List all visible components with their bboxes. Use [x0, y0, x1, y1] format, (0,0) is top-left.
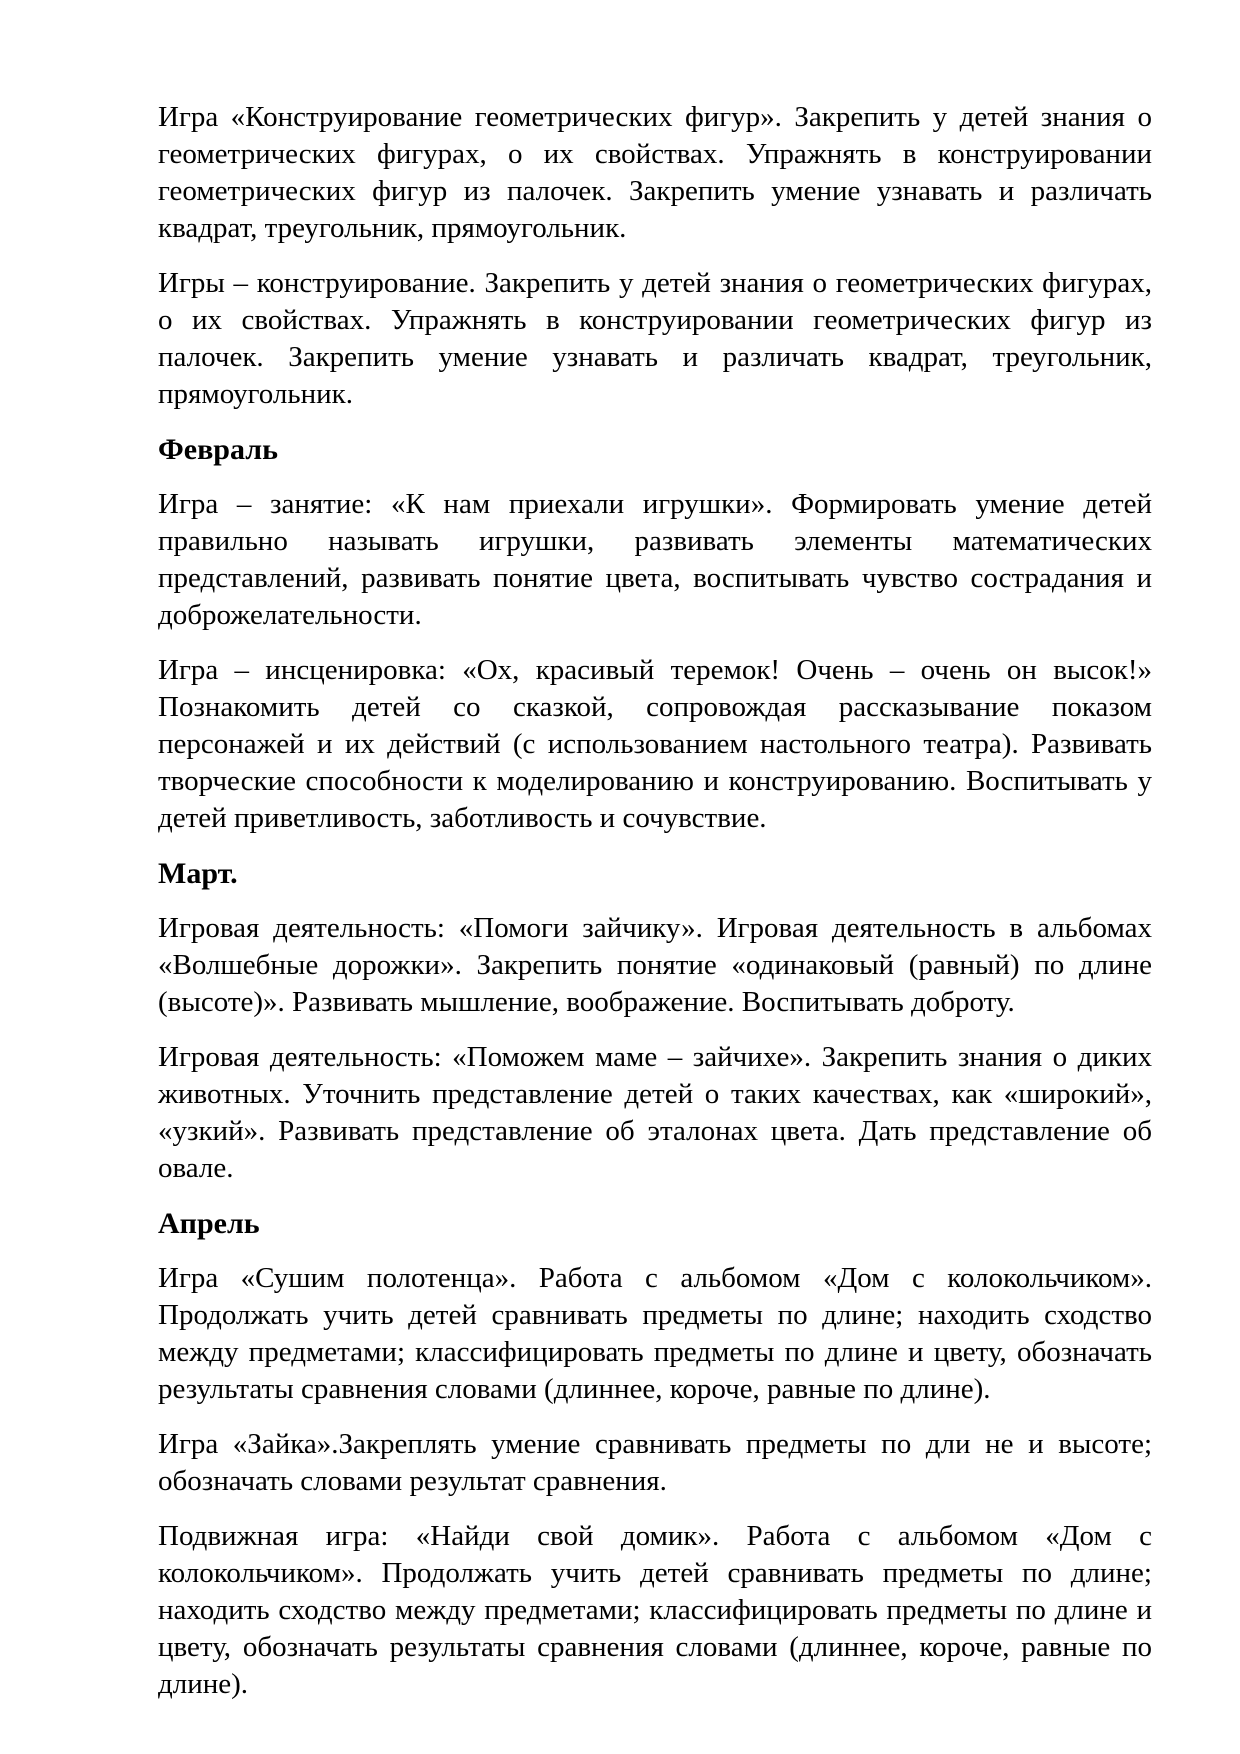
- paragraph-play-activity-help-mother-hare: Игровая деятельность: «Поможем маме – зайчихе». Закрепить знания о диких животных. Уточнить представление детей о таких качествах, как «широкий», «узкий». Развивать представление об эталонах цвета. Дать представление об овале.: [158, 1041, 1152, 1184]
- heading-march: Март.: [158, 857, 238, 890]
- paragraph-game-dramatization-teremok: Игра – инсценировка: «Ох, красивый теремок! Очень – очень он высок!» Познакомить детей со сказкой, сопровождая рассказывание показом персонажей и их действий (с использованием настольного театра). Развивать творческие способности к моделированию и конструированию. Воспитывать у детей приветливость, заботливость и сочувствие.: [158, 654, 1152, 834]
- paragraph-games-constructing: Игры – конструирование. Закрепить у детей знания о геометрических фигурах, о их свойствах. Упражнять в конструировании геометрических фигур из палочек. Закрепить умение узнавать и различать квадрат, треугольник, прямоугольник.: [158, 267, 1152, 410]
- paragraph-active-game-find-your-house: Подвижная игра: «Найди свой домик». Работа с альбомом «Дом с колокольчиком». Продолжать учить детей сравнивать предметы по длине; находить сходство между предметами; классифицировать предметы по длине и цвету, обозначать результаты сравнения словами (длиннее, короче, равные по длине).: [158, 1520, 1152, 1700]
- paragraph-game-constructing-shapes: Игра «Конструирование геометрических фигур». Закрепить у детей знания о геометрических фигурах, о их свойствах. Упражнять в конструировании геометрических фигур из палочек. Закрепить умение узнавать и различать квадрат, треугольник, прямоугольник.: [158, 101, 1152, 244]
- heading-february: Февраль: [158, 433, 278, 466]
- paragraph-play-activity-help-bunny: Игровая деятельность: «Помоги зайчику». Игровая деятельность в альбомах «Волшебные дорожки». Закрепить понятие «одинаковый (равный) по длине (высоте)». Развивать мышление, воображение. Воспитывать доброту.: [158, 912, 1152, 1018]
- paragraph-game-zaika: Игра «Зайка».Закреплять умение сравнивать предметы по дли не и высоте; обозначать словами результат сравнения.: [158, 1428, 1152, 1497]
- paragraph-game-lesson-toys: Игра – занятие: «К нам приехали игрушки». Формировать умение детей правильно называть игрушки, развивать элементы математических представлений, развивать понятие цвета, воспитывать чувство сострадания и доброжелательности.: [158, 488, 1152, 631]
- paragraph-game-drying-towels: Игра «Сушим полотенца». Работа с альбомом «Дом с колокольчиком». Продолжать учить детей сравнивать предметы по длине; находить сходство между предметами; классифицировать предметы по длине и цвету, обозначать результаты сравнения словами (длиннее, короче, равные по длине).: [158, 1262, 1152, 1405]
- heading-april: Апрель: [158, 1207, 260, 1240]
